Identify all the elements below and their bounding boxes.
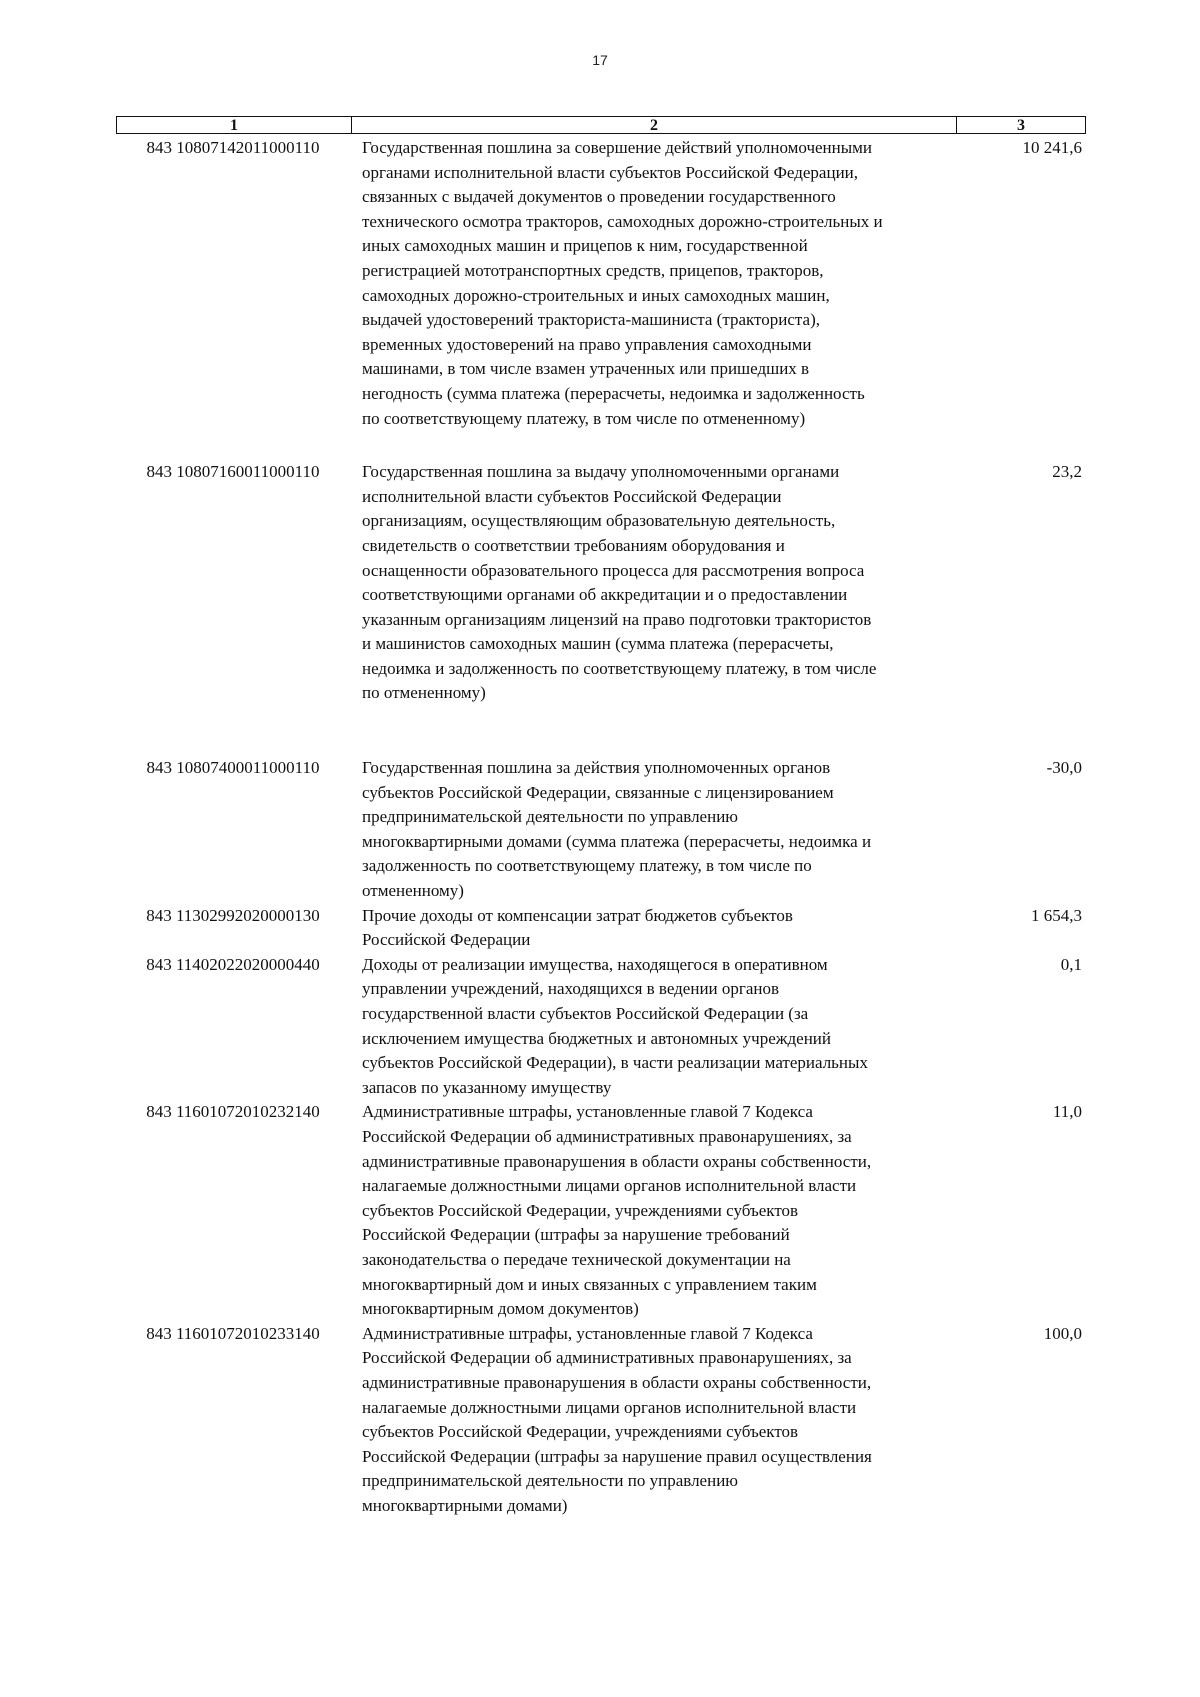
table-row <box>116 1100 1086 1321</box>
description-line: субъектов Российской Федерации, учреждениями субъектов <box>362 1422 799 1442</box>
description-line: регистрацией мототранспортных средств, прицепов, тракторов, <box>362 260 824 280</box>
amount: 0,1 <box>1060 954 1082 974</box>
budget-code: 843 11402022020000440 <box>146 954 320 974</box>
description-line: Российской Федерации <box>362 930 531 950</box>
description-line: многоквартирными домами) <box>362 1495 568 1515</box>
table-row <box>116 904 1086 953</box>
description-line: выдачей удостоверений тракториста-машиниста (тракториста), <box>362 310 820 330</box>
description-line: по отмененному) <box>362 683 486 703</box>
description-line: оснащенности образовательного процесса для рассмотрения вопроса <box>362 560 865 580</box>
description-line: органами исполнительной власти субъектов Российской Федерации, <box>362 162 859 182</box>
description-line: свидетельств о соответствии требованиям оборудования и <box>362 535 785 555</box>
budget-code: 843 11302992020000130 <box>146 905 320 925</box>
description-line: Российской Федерации (штрафы за нарушение правил осуществления <box>362 1446 872 1466</box>
description-line: управлении учреждений, находящихся в ведении органов <box>362 979 780 999</box>
description-line: отмененному) <box>362 881 464 901</box>
description-line: многоквартирными домами (сумма платежа (перерасчеты, недоимка и <box>362 831 872 851</box>
description-line: временных удостоверений на право управления самоходными <box>362 334 812 354</box>
revenue-description <box>350 460 952 706</box>
description-line: технического осмотра тракторов, самоходных дорожно-строительных и <box>362 211 883 231</box>
description-line: организациям, осуществляющим образовательную деятельность, <box>362 511 836 531</box>
table-row <box>116 756 1086 904</box>
amount: -30,0 <box>1046 758 1082 778</box>
description-line: Административные штрафы, установленные главой 7 Кодекса <box>362 1102 813 1122</box>
description-line: налагаемые должностными лицами органов исполнительной власти <box>362 1397 857 1417</box>
description-line: иных самоходных машин и прицепов к ним, государственной <box>362 236 808 256</box>
description-line: Российской Федерации (штрафы за нарушение требований <box>362 1225 790 1245</box>
description-line: указанным организациям лицензий на право подготовки трактористов <box>362 609 872 629</box>
description-line: Административные штрафы, установленные главой 7 Кодекса <box>362 1323 813 1343</box>
description-line: Государственная пошлина за выдачу уполномоченными органами <box>362 462 840 482</box>
revenue-description <box>350 1322 952 1519</box>
budget-code: 843 10807160011000110 <box>146 462 320 482</box>
description-line: субъектов Российской Федерации, учреждениями субъектов <box>362 1200 799 1220</box>
description-line: негодность (сумма платежа (перерасчеты, недоимка и задолженность <box>362 383 865 403</box>
header-column-2: 2 <box>352 117 957 133</box>
description-line: связанных с выдачей документов о проведении государственного <box>362 187 836 207</box>
table-row <box>116 953 1086 1101</box>
description-line: субъектов Российской Федерации), в части реализации материальных <box>362 1053 868 1073</box>
amount: 23,2 <box>1052 462 1082 482</box>
description-line: по соответствующему платежу, в том числе по отмененному) <box>362 408 806 428</box>
description-line: административные правонарушения в области охраны собственности, <box>362 1372 872 1392</box>
amount: 10 241,6 <box>1022 138 1082 157</box>
description-line: машинами, в том числе взамен утраченных или пришедших в <box>362 359 810 379</box>
description-line: недоимка и задолженность по соответствующему платежу, в том числе <box>362 658 877 678</box>
description-line: Российской Федерации об административных правонарушениях, за <box>362 1348 852 1368</box>
table-body <box>116 136 1086 1518</box>
description-line: предпринимательской деятельности по управлению <box>362 1471 738 1491</box>
description-line: исключением имущества бюджетных и автономных учреждений <box>362 1028 832 1048</box>
table-row <box>116 136 1086 431</box>
table-header <box>116 116 1086 134</box>
description-line: самоходных дорожно-строительных и иных самоходных машин, <box>362 285 830 305</box>
header-column-3: 3 <box>1017 117 1025 133</box>
description-line: исполнительной власти субъектов Российской Федерации <box>362 486 782 506</box>
description-line: государственной власти субъектов Российской Федерации (за <box>362 1004 809 1023</box>
amount: 1 654,3 <box>1031 905 1082 925</box>
description-line: субъектов Российской Федерации, связанные с лицензированием <box>362 782 834 802</box>
header-column-1: 1 <box>117 117 352 133</box>
budget-code: 843 11601072010233140 <box>146 1323 320 1343</box>
description-line: многоквартирный дом и иных связанных с управлением таким <box>362 1274 817 1294</box>
description-line: и машинистов самоходных машин (сумма платежа (перерасчеты, <box>362 634 834 654</box>
description-line: предпринимательской деятельности по управлению <box>362 807 738 827</box>
description-line: Государственная пошлина за действия уполномоченных органов <box>362 758 831 778</box>
amount: 100,0 <box>1043 1323 1082 1343</box>
table-row <box>116 460 1086 706</box>
revenue-description <box>350 136 952 431</box>
description-line: законодательства о передаче технической документации на <box>362 1249 791 1269</box>
revenue-description <box>350 756 952 904</box>
description-line: Государственная пошлина за совершение действий уполномоченными <box>362 138 873 157</box>
budget-code: 843 10807400011000110 <box>146 758 320 778</box>
budget-code: 843 11601072010232140 <box>146 1102 320 1122</box>
page-number: 17 <box>592 52 608 68</box>
amount: 11,0 <box>1052 1102 1082 1122</box>
revenue-description <box>350 904 952 953</box>
budget-code: 843 10807142011000110 <box>146 138 320 157</box>
description-line: многоквартирным домом документов) <box>362 1299 639 1319</box>
table-row <box>116 1322 1086 1519</box>
description-line: запасов по указанному имуществу <box>362 1077 612 1097</box>
description-line: Российской Федерации об административных правонарушениях, за <box>362 1126 852 1146</box>
description-line: соответствующими органами об аккредитации и о предоставлении <box>362 585 848 605</box>
description-line: Прочие доходы от компенсации затрат бюджетов субъектов <box>362 905 793 925</box>
description-line: Доходы от реализации имущества, находящегося в оперативном <box>362 954 828 974</box>
description-line: налагаемые должностными лицами органов исполнительной власти <box>362 1176 857 1196</box>
revenue-description <box>350 1100 952 1321</box>
revenue-description <box>350 953 952 1101</box>
description-line: задолженность по соответствующему платежу, в том числе по <box>362 856 812 876</box>
description-line: административные правонарушения в области охраны собственности, <box>362 1151 872 1171</box>
